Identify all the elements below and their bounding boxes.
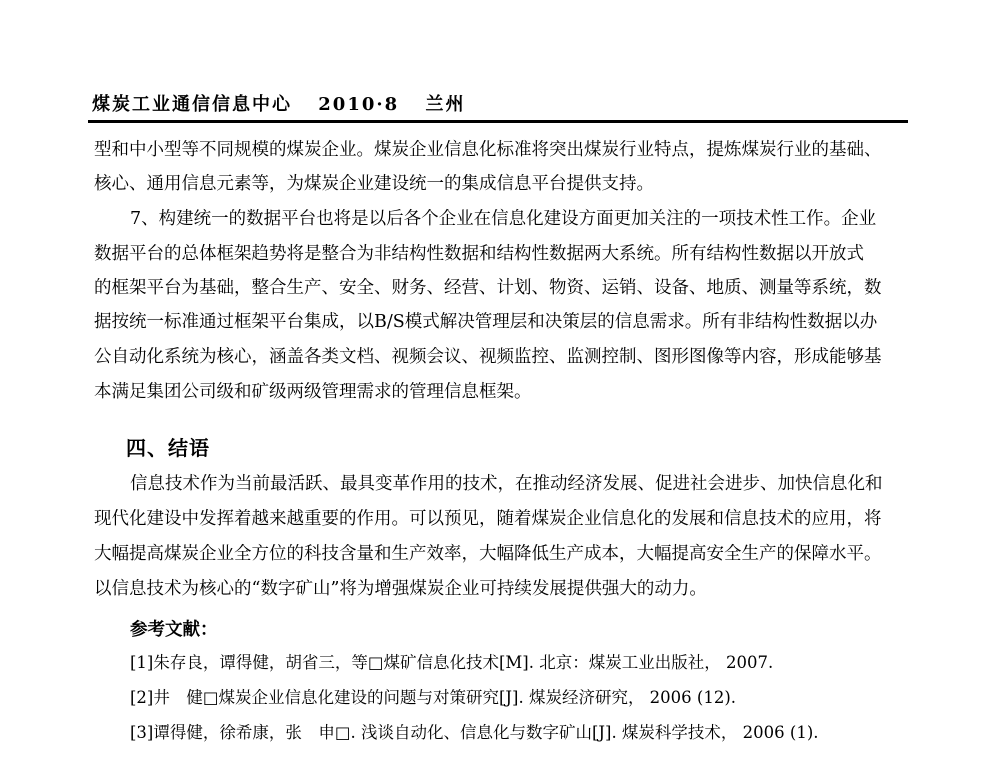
body-line: 以信息技术为核心的“数字矿山”将为增强煤炭企业可持续发展提供强大的动力。 bbox=[94, 579, 707, 599]
body-line: 公自动化系统为核心，涵盖各类文档、视频会议、视频监控、监测控制、图形图像等内容，形成能够基 bbox=[94, 347, 882, 367]
reference-item: [3]谭得健，徐希康，张 申□. 浅谈自动化、信息化与数字矿山[J]. 煤炭科学技术， 2006 (1). bbox=[130, 723, 819, 742]
body-line: 核心、通用信息元素等，为煤炭企业建设统一的集成信息平台提供支持。 bbox=[94, 174, 654, 194]
reference-item: [1]朱存良，谭得健，胡省三，等□煤矿信息化技术[M]. 北京：煤炭工业出版社， 2007. bbox=[130, 653, 774, 672]
header-rule bbox=[88, 120, 908, 123]
body-line: 大幅提高煤炭企业全方位的科技含量和生产效率，大幅降低生产成本，大幅提高安全生产的保障水平。 bbox=[94, 544, 882, 564]
body-line: 据按统一标准通过框架平台集成，以B/S模式解决管理层和决策层的信息需求。所有非结构性数据以办 bbox=[94, 312, 878, 332]
body-line: 型和中小型等不同规模的煤炭企业。煤炭企业信息化标准将突出煤炭行业特点，提炼煤炭行业的基础、 bbox=[94, 140, 882, 160]
body-line: 的框架平台为基础，整合生产、安全、财务、经营、计划、物资、运销、设备、地质、测量等系统，数 bbox=[94, 278, 882, 298]
body-line: 现代化建设中发挥着越来越重要的作用。可以预见，随着煤炭企业信息化的发展和信息技术的应用，将 bbox=[94, 509, 882, 529]
body-line: 本满足集团公司级和矿级两级管理需求的管理信息框架。 bbox=[94, 382, 532, 402]
references-title: 参考文献： bbox=[130, 620, 218, 640]
body-line: 数据平台的总体框架趋势将是整合为非结构性数据和结构性数据两大系统。所有结构性数据以开放式 bbox=[94, 244, 864, 264]
header-city: 兰州 bbox=[425, 94, 466, 115]
reference-item: [2]井 健□煤炭企业信息化建设的问题与对策研究[J]. 煤炭经济研究， 2006 (12). bbox=[130, 688, 737, 707]
body-line: 信息技术作为当前最活跃、最具变革作用的技术，在推动经济发展、促进社会进步、加快信息化和 bbox=[130, 474, 883, 494]
running-header bbox=[92, 90, 483, 116]
section-heading: 四、结语 bbox=[126, 436, 210, 460]
header-date: 2010·8 bbox=[318, 94, 400, 115]
body-line: 7、构建统一的数据平台也将是以后各个企业在信息化建设方面更加关注的一项技术性工作。企业 bbox=[130, 209, 877, 229]
header-journal: 煤炭工业通信信息中心 bbox=[92, 94, 292, 115]
